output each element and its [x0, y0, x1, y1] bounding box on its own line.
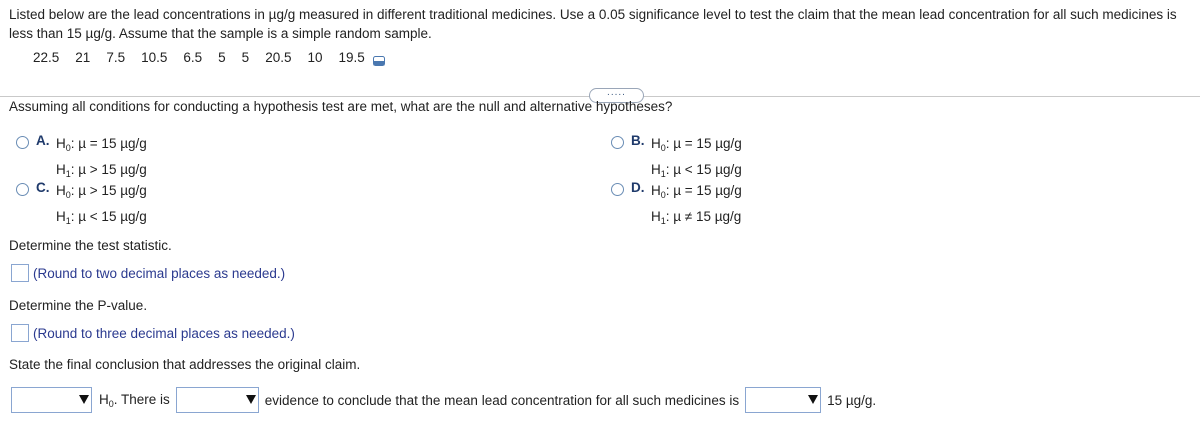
h-symbol: H: [651, 209, 661, 224]
option-b[interactable]: [611, 133, 742, 185]
option-letter: A.: [36, 133, 50, 148]
conclusion-h0: [99, 392, 170, 409]
h-symbol: H: [56, 162, 66, 177]
data-value: 22.5: [33, 50, 60, 65]
p-value-label: Determine the P-value.: [9, 298, 148, 313]
dropdown-arrow-icon: [246, 395, 256, 404]
h-symbol: H: [56, 209, 66, 224]
option-letter: C.: [36, 180, 50, 195]
h-symbol: H: [56, 136, 66, 151]
h-symbol: H: [651, 162, 661, 177]
radio-a[interactable]: [16, 136, 29, 149]
test-statistic-hint: (Round to two decimal places as needed.): [33, 265, 286, 281]
radio-d[interactable]: [611, 183, 624, 196]
data-value: 20.5: [265, 50, 292, 65]
h-subscript: 1: [660, 216, 666, 226]
data-value: 5: [241, 50, 250, 65]
radio-c[interactable]: [16, 183, 29, 196]
p-value-hint: (Round to three decimal places as needed.): [33, 325, 295, 341]
data-value: 19.5: [338, 50, 365, 65]
test-statistic-answer: [11, 264, 285, 282]
option-b-h1: : µ < 15 µg/g: [665, 162, 742, 177]
conclusion-middle-text: evidence to conclude that the mean lead concentration for all such medicines is: [264, 392, 740, 408]
dropdown-arrow-icon: [808, 395, 818, 404]
option-c-h1: : µ < 15 µg/g: [70, 209, 147, 224]
copy-icon[interactable]: [373, 54, 385, 64]
option-d[interactable]: [611, 180, 742, 232]
option-b-h0: : µ = 15 µg/g: [665, 136, 742, 151]
p-value-answer: [11, 324, 295, 342]
option-a[interactable]: [16, 133, 147, 185]
data-value: 5: [218, 50, 226, 65]
data-value: 10.5: [141, 50, 168, 65]
option-letter: D.: [631, 180, 645, 195]
conclusion-row: [11, 387, 882, 413]
evidence-dropdown[interactable]: [176, 387, 259, 413]
conclusion-end-text: 15 µg/g.: [827, 392, 877, 408]
option-d-h0: : µ = 15 µg/g: [665, 183, 742, 198]
h-subscript: 0: [65, 190, 71, 200]
h-subscript: 0: [660, 143, 666, 153]
h-subscript: 1: [65, 216, 71, 226]
h-subscript: 1: [65, 169, 71, 179]
h-subscript: 0: [108, 398, 114, 409]
option-c-h0: : µ > 15 µg/g: [70, 183, 147, 198]
h-symbol: H: [56, 183, 66, 198]
h-subscript: 0: [660, 190, 666, 200]
option-a-h1: : µ > 15 µg/g: [70, 162, 147, 177]
conclusion-there-is: . There is: [113, 391, 170, 407]
data-value: 21: [75, 50, 91, 65]
problem-intro: Listed below are the lead concentrations in µg/g measured in different traditional medicines. Use a 0.05 significance level to test the claim that the mean lead concentration for all such medicines is less than 15 µg/g. Assume that the sample is a simple random sample.: [9, 7, 1177, 41]
option-d-h1: : µ ≠ 15 µg/g: [665, 209, 742, 224]
more-button[interactable]: .....: [589, 88, 644, 103]
comparison-dropdown[interactable]: [745, 387, 821, 413]
option-letter: B.: [631, 133, 645, 148]
data-value: 7.5: [106, 50, 126, 65]
h-symbol: H: [651, 136, 661, 151]
h-subscript: 0: [65, 143, 71, 153]
option-a-h0: : µ = 15 µg/g: [70, 136, 147, 151]
question-text: Assuming all conditions for conducting a hypothesis test are met, what are the null and alternative hypotheses?: [9, 99, 673, 114]
data-value: 6.5: [183, 50, 203, 65]
radio-b[interactable]: [611, 136, 624, 149]
h-subscript: 1: [660, 169, 666, 179]
reject-decision-dropdown[interactable]: [11, 387, 92, 413]
option-c[interactable]: [16, 180, 147, 232]
dropdown-arrow-icon: [79, 395, 89, 404]
h-symbol: H: [99, 391, 109, 407]
h-symbol: H: [651, 183, 661, 198]
test-statistic-label: Determine the test statistic.: [9, 238, 172, 253]
data-values: [33, 50, 385, 65]
conclusion-label: State the final conclusion that addresses the original claim.: [9, 357, 361, 372]
data-value: 10: [307, 50, 323, 65]
test-statistic-input[interactable]: [11, 264, 29, 282]
p-value-input[interactable]: [11, 324, 29, 342]
